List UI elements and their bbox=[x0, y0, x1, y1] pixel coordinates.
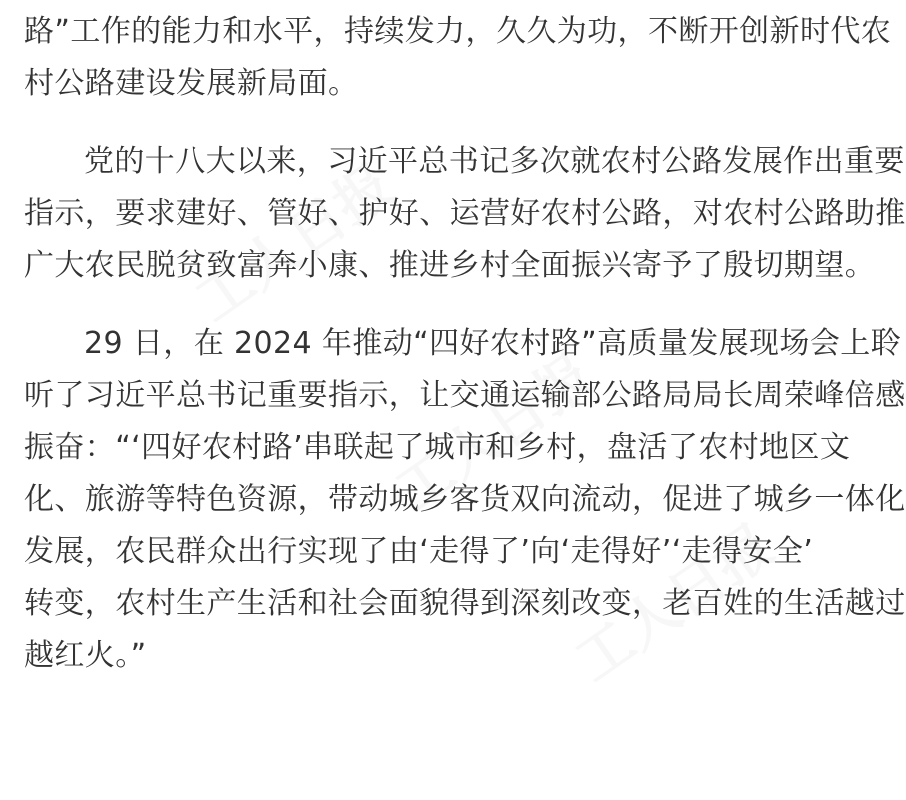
text-line: 路”工作的能力和水平，持续发力，久久为功，不断开创新时代农 bbox=[24, 14, 892, 49]
paragraph bbox=[24, 136, 906, 292]
text-line: 指示，要求建好、管好、护好、运营好农村公路，对农村公路助推 bbox=[24, 196, 906, 231]
text-line: 党的十八大以来，习近平总书记多次就农村公路发展作出重要 bbox=[84, 144, 905, 179]
watermark: 工人日报 bbox=[564, 512, 785, 695]
text-line: 越红火。” bbox=[24, 638, 147, 673]
text-line: 发展，农民群众出行实现了由‘走得了’向‘走得好’‘走得安全’ bbox=[24, 534, 814, 569]
paragraph bbox=[24, 6, 892, 110]
text-line: 振奋：“‘四好农村路’串联起了城市和乡村，盘活了农村地区文 bbox=[24, 430, 851, 465]
text-line: 29 日，在 2024 年推动“四好农村路”高质量发展现场会上聆 bbox=[84, 326, 902, 361]
text-line: 听了习近平总书记重要指示，让交通运输部公路局局长周荣峰倍感 bbox=[24, 378, 906, 413]
text-line: 村公路建设发展新局面。 bbox=[24, 66, 359, 101]
text-line: 广大农民脱贫致富奔小康、推进乡村全面振兴寄予了殷切期望。 bbox=[24, 248, 876, 283]
text-line: 化、旅游等特色资源，带动城乡客货双向流动，促进了城乡一体化 bbox=[24, 482, 906, 517]
paragraph bbox=[24, 318, 906, 682]
article-body bbox=[24, 0, 906, 682]
watermark: 工人日报 bbox=[384, 342, 605, 525]
watermark: 工人日报 bbox=[184, 152, 405, 335]
text-line: 转变，农村生产生活和社会面貌得到深刻改变，老百姓的生活越过 bbox=[24, 586, 906, 621]
